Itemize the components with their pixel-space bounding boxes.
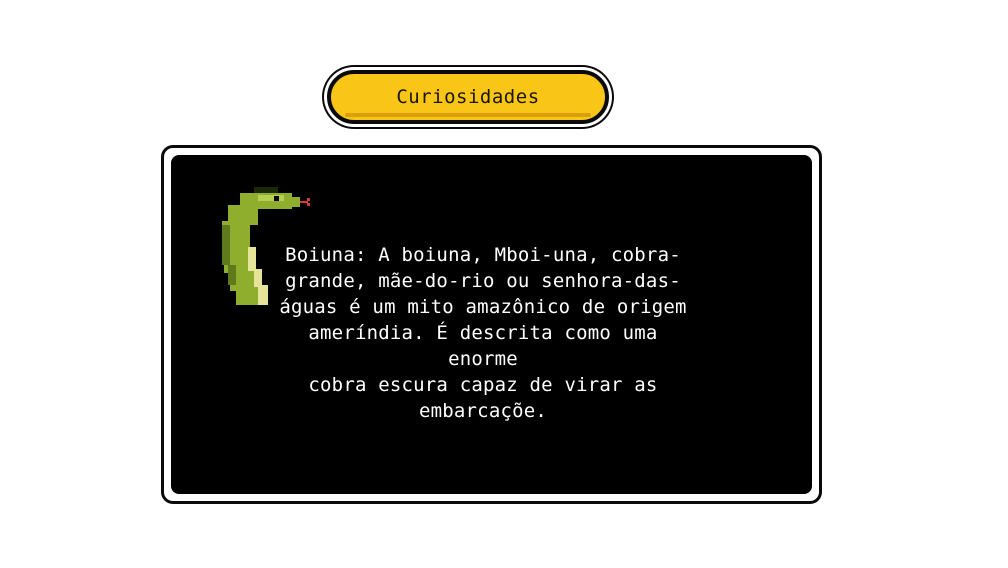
description-line: águas é um mito amazônico de origem: [279, 296, 687, 318]
curiosity-description: [273, 242, 693, 424]
description-line: cobra escura capaz de virar as: [308, 374, 658, 396]
curiosities-title-button[interactable]: [327, 70, 609, 124]
curiosities-title: Curiosidades: [396, 86, 540, 108]
description-line: ameríndia. É descrita como uma enorme: [308, 322, 658, 370]
description-line: grande, mãe-do-rio ou senhora-das-: [285, 270, 681, 292]
info-card: [171, 155, 812, 494]
description-line: embarcaçõe.: [418, 400, 548, 422]
description-line: Boiuna: A boiuna, Mboi-una, cobra-: [285, 244, 681, 266]
info-card-frame: [161, 145, 822, 504]
